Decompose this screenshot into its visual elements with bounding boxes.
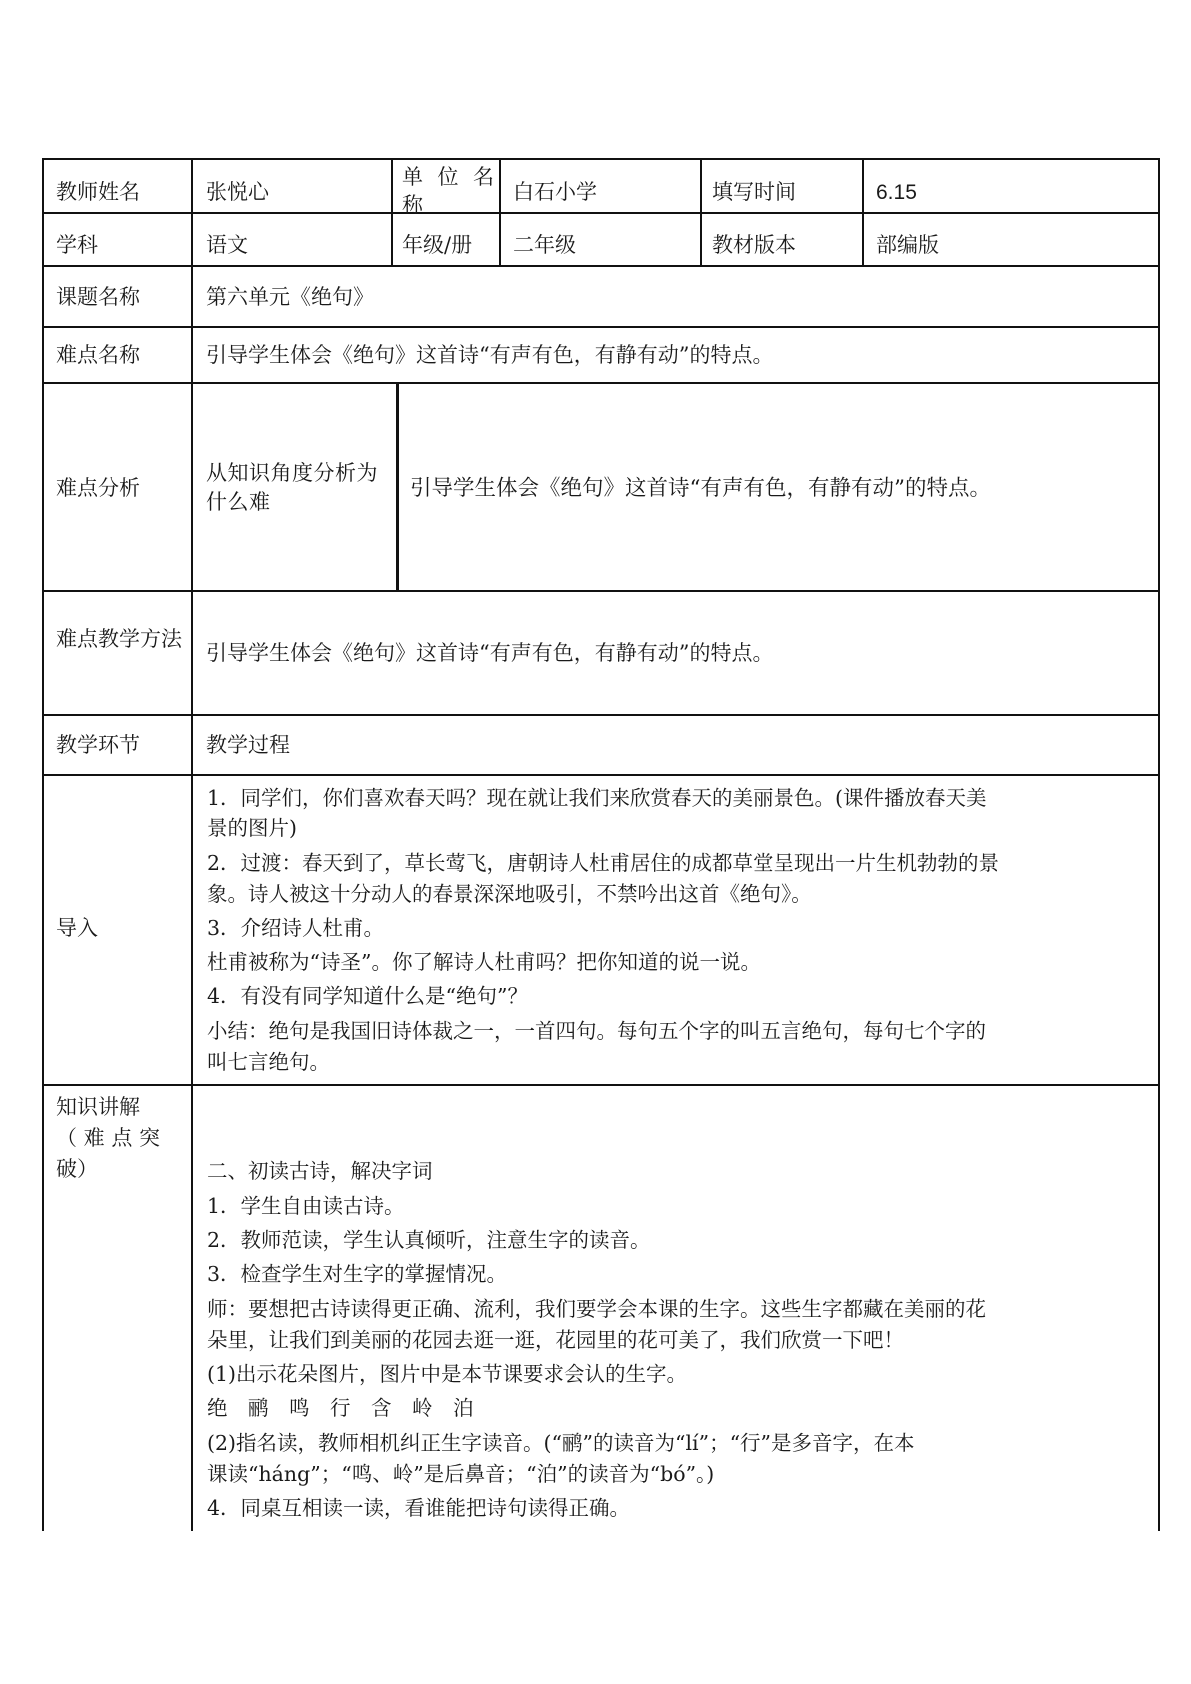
grade-label: 年级/册 [402,233,473,257]
subject-label: 学科 [56,233,98,257]
topic-label: 课题名称 [56,285,140,309]
date-label: 填写时间 [712,180,796,204]
knowledge-line: 二、初读古诗，解决字词 [207,1159,433,1183]
knowledge-line: 1．学生自由读古诗。 [207,1194,405,1218]
knowledge-line: 绝 鹂 鸣 行 含 岭 泊 [207,1396,474,1420]
process-stage-label: 教学环节 [56,733,140,757]
unit-value: 白石小学 [513,180,597,204]
knowledge-line: (2)指名读，教师相机纠正生字读音。(“鹂”的读音为“lí”；“行”是多音字，在本 [207,1431,915,1455]
intro-line: 2．过渡：春天到了，草长莺飞，唐朝诗人杜甫居住的成都草堂呈现出一片生机勃勃的景 [207,851,1000,875]
knowledge-label-line: 破） [56,1157,98,1181]
intro-line: 1．同学们，你们喜欢春天吗？现在就让我们来欣赏春天的美丽景色。(课件播放春天美 [207,786,987,810]
unit-label: 单 位 名 称 [402,165,494,217]
analysis-value: 引导学生体会《绝句》这首诗“有声有色，有静有动”的特点。 [410,476,991,501]
intro-line: 4．有没有同学知道什么是“绝句”？ [207,984,529,1008]
knowledge-label-line: 知识讲解 [56,1095,140,1119]
difficulty-value: 引导学生体会《绝句》这首诗“有声有色，有静有动”的特点。 [206,343,774,367]
topic-value: 第六单元《绝句》 [206,285,374,309]
knowledge-line: 4．同桌互相读一读，看谁能把诗句读得正确。 [207,1496,631,1520]
method-value: 引导学生体会《绝句》这首诗“有声有色，有静有动”的特点。 [206,641,774,665]
intro-line: 象。诗人被这十分动人的春景深深地吸引，不禁吟出这首《绝句》。 [207,882,812,906]
process-title: 教学过程 [206,733,290,757]
knowledge-line: (1)出示花朵图片，图片中是本节课要求会认的生字。 [207,1362,688,1386]
subject-value: 语文 [206,233,248,257]
knowledge-line: 3．检查学生对生字的掌握情况。 [207,1262,508,1286]
method-label: 难点教学方法 [56,627,182,651]
grade-value: 二年级 [513,233,576,257]
intro-label: 导入 [56,916,98,940]
difficulty-label: 难点名称 [56,343,140,367]
analysis-label: 难点分析 [56,476,140,500]
teacher-value: 张悦心 [206,180,269,204]
intro-line: 叫七言绝句。 [207,1050,330,1074]
teacher-label: 教师姓名 [56,180,140,204]
intro-line: 景的图片) [207,816,297,840]
knowledge-line: 师：要想把古诗读得更正确、流利，我们要学会本课的生字。这些生字都藏在美丽的花 [207,1297,986,1321]
knowledge-line: 朵里，让我们到美丽的花园去逛一逛，花园里的花可美了，我们欣赏一下吧！ [207,1328,904,1352]
analysis-sub-label: 从知识角度分析为什么难 [206,461,378,514]
knowledge-label-line: （ 难 点 突 [56,1126,161,1150]
edition-value: 部编版 [876,233,939,257]
intro-line: 3．介绍诗人杜甫。 [207,916,385,940]
knowledge-line: 2．教师范读，学生认真倾听，注意生字的读音。 [207,1228,651,1252]
intro-line: 小结：绝句是我国旧诗体裁之一，一首四句。每句五个字的叫五言绝句，每句七个字的 [207,1019,986,1043]
intro-line: 杜甫被称为“诗圣”。你了解诗人杜甫吗？把你知道的说一说。 [207,950,761,974]
date-value: 6.15 [876,181,917,204]
edition-label: 教材版本 [712,233,796,257]
knowledge-line: 课读“háng”；“鸣、岭”是后鼻音；“泊”的读音为“bó”。) [207,1462,715,1486]
